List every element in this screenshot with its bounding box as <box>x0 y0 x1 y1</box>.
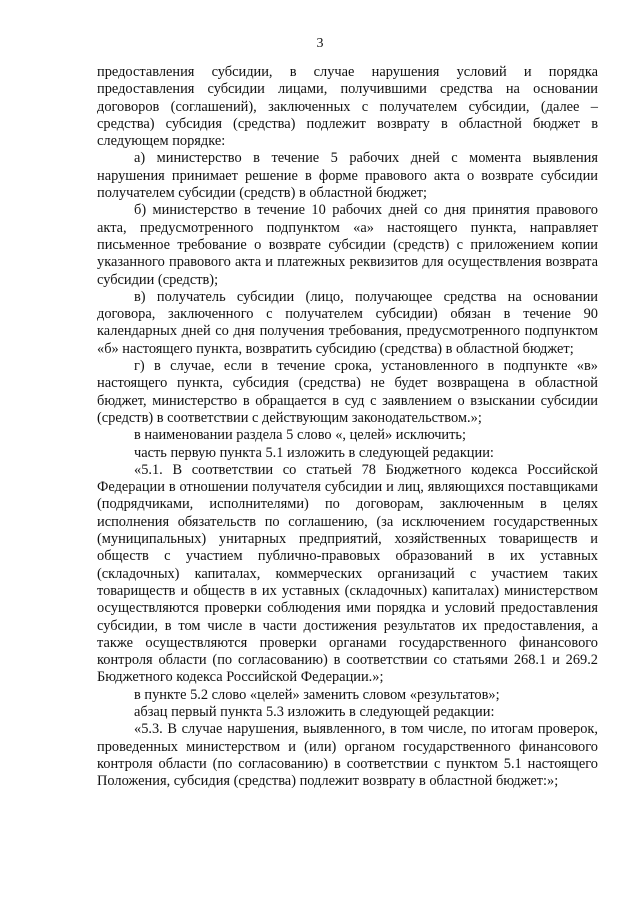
paragraph-clause-5-1-text: «5.1. В соответствии со статьей 78 Бюджетного кодекса Российской Федерации в отношении получателя субсидии и лиц, являющихся поставщиками (подрядчиками, исполнителями) по договорам, заключенным в целях исполнения обязательств по соглашению, (за исключением государственных (муниципальных) унитарных предприятий, хозяйственных товариществ и обществ с участием публично-правовых образований в их уставных (складочных) капиталах, коммерческих организаций с участием таких товариществ и обществ в их уставных (складочных) капиталах) министерством осуществляются проверки соблюдения ими порядка и условий предоставления субсидии, в том числе в части достижения результатов их предоставления, а также осуществляются проверки органами государственного финансового контроля области (по согласованию) в соответствии со статьями 268.1 и 269.2 Бюджетного кодекса Российской Федерации.»; <box>97 461 598 686</box>
page-number: 3 <box>316 36 324 51</box>
paragraph-section5-title-change: в наименовании раздела 5 слово «, целей» исключить; <box>134 427 466 444</box>
paragraph-subitem-v: в) получатель субсидии (лицо, получающее средства на основании договора, заключенного с получателем субсидии) обязан в течение 90 календарных дней со дня получения требования, предусмотренного подпунктом «б» настоящего пункта, возвратить субсидию (средства) в областной бюджет; <box>97 288 598 357</box>
paragraph-clause-5-2-change: в пункте 5.2 слово «целей» заменить словом «результатов»; <box>134 686 500 703</box>
document-body <box>97 64 598 790</box>
paragraph-clause-5-3-intro: абзац первый пункта 5.3 изложить в следующей редакции: <box>134 703 495 720</box>
paragraph-clause-5-1-intro: часть первую пункта 5.1 изложить в следующей редакции: <box>134 444 494 461</box>
paragraph-clause-5-3-text: «5.3. В случае нарушения, выявленного, в том числе, по итогам проверок, проведенных министерством и (или) органом государственного финансового контроля области (по согласованию) в соответствии с пунктом 5.1 настоящего Положения, субсидия (средства) подлежит возврату в областной бюджет:»; <box>97 721 598 790</box>
paragraph-subitem-g: г) в случае, если в течение срока, установленного в подпункте «в» настоящего пункта, субсидия (средства) не будет возвращена в областной бюджет, министерство в обращается в суд с заявлением о взыскании субсидии (средств) в соответствии с действующим законодательством.»; <box>97 358 598 426</box>
paragraph-subitem-b: б) министерство в течение 10 рабочих дней со дня принятия правового акта, предусмотренного подпунктом «а» настоящего пункта, направляет письменное требование о возврате субсидии (средств) с приложением копии указанного правового акта и платежных реквизитов для осуществления возврата субсидии (средств); <box>97 202 598 288</box>
paragraph-intro-continuation: предоставления субсидии, в случае нарушения условий и порядка предоставления субсидии лицами, получившими средства на основании договоров (соглашений), заключенных с получателем субсидии, (далее – средства) субсидия (средства) подлежит возврату в областной бюджет в следующем порядке: <box>97 64 598 150</box>
paragraph-subitem-a: а) министерство в течение 5 рабочих дней с момента выявления нарушения принимает решение в форме правового акта о возврате субсидии получателем субсидии (средств) в областной бюджет; <box>97 150 598 202</box>
